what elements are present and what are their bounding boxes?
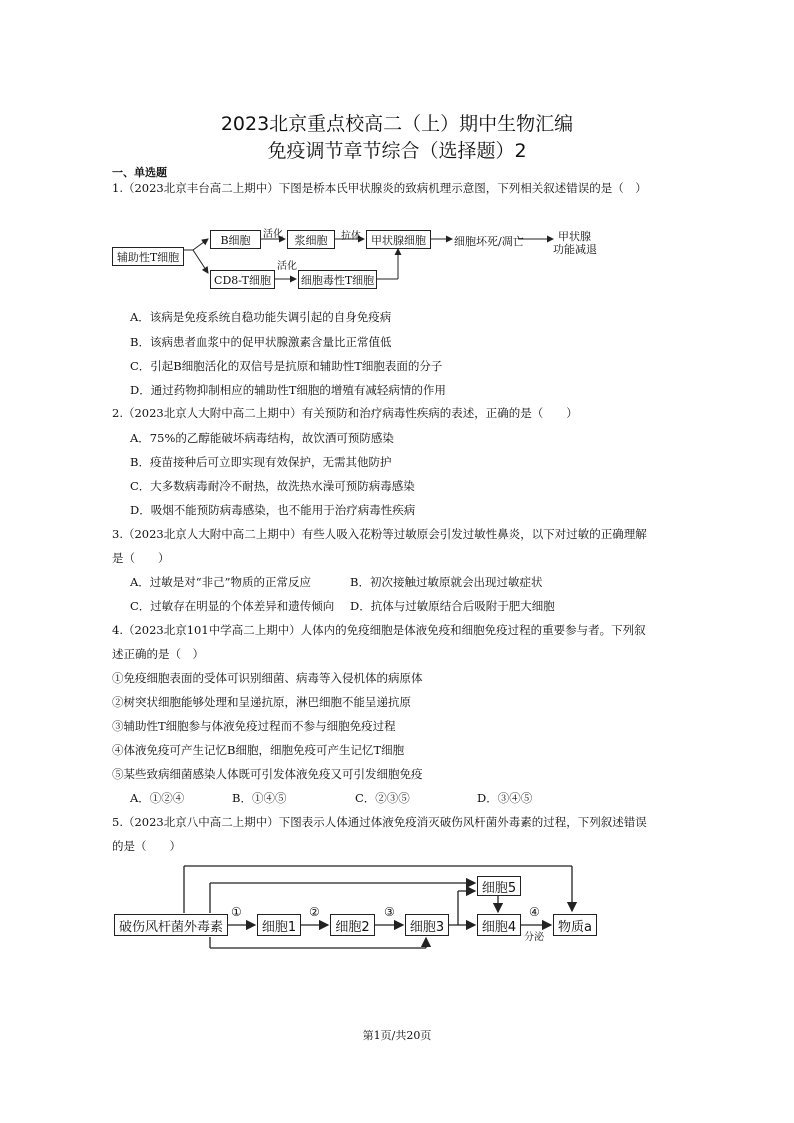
document-subtitle: 免疫调节章节综合（选择题）2 [267, 140, 527, 162]
thyroid-result-line2: 功能减退 [553, 243, 597, 256]
cell-2-box: 细胞2 [330, 914, 375, 936]
thyroid-cell-box: 甲状腺细胞 [366, 230, 431, 249]
question-1-option-a: A．该病是免疫系统自稳功能失调引起的自身免疫病 [130, 310, 392, 324]
cell-3-box: 细胞3 [405, 914, 449, 936]
substance-a-box: 物质a [553, 914, 597, 936]
question-5-stem-line2: 的是（ ） [112, 839, 181, 853]
question-2-option-a: A．75%的乙醇能破坏病毒结构，故饮酒可预防感染 [130, 431, 394, 445]
toxin-box: 破伤风杆菌外毒素 [114, 914, 228, 936]
question-2-stem: 2.（2023北京人大附中高二上期中）有关预防和治疗病毒性疾病的表述，正确的是（ ） [112, 406, 578, 420]
step-1-label: ① [231, 905, 242, 919]
plasma-cell-box: 浆细胞 [287, 230, 335, 249]
question-4-stem-line2: 述正确的是（ ） [112, 647, 204, 661]
question-4-statement-5: ⑤某些致病细菌感染人体既可引发体液免疫又可引发细胞免疫 [112, 767, 423, 781]
step-4-label: ④ [529, 905, 540, 919]
page-number: 第1页/共20页 [362, 1029, 432, 1042]
question-2-option-b: B．疫苗接种后可立即实现有效保护，无需其他防护 [130, 455, 392, 469]
question-3-option-d: D．抗体与过敏原结合后吸附于肥大细胞 [350, 599, 555, 613]
question-4-option-d: D．③④⑤ [477, 791, 533, 805]
question-4-option-c: C．②③⑤ [355, 791, 410, 805]
cytotoxic-t-cell-box: 细胞毒性T细胞 [298, 270, 377, 289]
question-4-option-b: B．①④⑤ [232, 791, 287, 805]
cell-4-box: 细胞4 [477, 914, 521, 936]
question-4-statement-1: ①免疫细胞表面的受体可识别细菌、病毒等入侵机体的病原体 [112, 671, 423, 685]
question-4-statement-2: ②树突状细胞能够处理和呈递抗原，淋巴细胞不能呈递抗原 [112, 695, 411, 709]
cell-5-box: 细胞5 [477, 876, 521, 896]
question-4-statement-4: ④体液免疫可产生记忆B细胞，细胞免疫可产生记忆T细胞 [112, 743, 405, 757]
thyroid-result-line1: 甲状腺 [558, 230, 591, 243]
question-4-option-a: A．①②④ [130, 791, 185, 805]
question-3-option-c: C．过敏存在明显的个体差异和遗传倾向 [130, 599, 335, 613]
question-3-option-a: A．过敏是对“非己”物质的正常反应 [130, 575, 312, 589]
secrete-label: 分泌 [524, 932, 544, 943]
question-5-stem-line1: 5.（2023北京八中高二上期中）下图表示人体通过体液免疫消灭破伤风杆菌外毒素的过程，下列叙述错误 [112, 815, 647, 829]
step-3-label: ③ [384, 905, 395, 919]
antibody-label: 抗体 [341, 231, 361, 242]
question-1-option-c: C．引起B细胞活化的双信号是抗原和辅助性T细胞表面的分子 [130, 359, 443, 373]
question-3-stem-line1: 3.（2023北京人大附中高二上期中）有些人吸入花粉等过敏原会引发过敏性鼻炎，以下对过敏的正确理解 [112, 527, 647, 541]
question-2-option-d: D．吸烟不能预防病毒感染，也不能用于治疗病毒性疾病 [130, 503, 416, 517]
cd8-cell-box: CD8-T细胞 [210, 270, 275, 289]
activate-label-2: 活化 [277, 261, 297, 272]
question-1-option-d: D．通过药物抑制相应的辅助性T细胞的增殖有减轻病情的作用 [130, 383, 446, 397]
section-heading: 一、单选题 [112, 166, 167, 179]
b-cell-box: B细胞 [210, 230, 261, 249]
question-2-option-c: C．大多数病毒耐冷不耐热，故洗热水澡可预防病毒感染 [130, 479, 415, 493]
cell-1-box: 细胞1 [257, 914, 301, 936]
question-3-option-b: B．初次接触过敏原就会出现过敏症状 [350, 575, 543, 589]
document-title: 2023北京重点校高二（上）期中生物汇编 [220, 113, 574, 135]
question-3-stem-line2: 是（ ） [112, 551, 170, 565]
th-cell-box: 辅助性T细胞 [112, 247, 184, 266]
question-4-stem-line1: 4.（2023北京101中学高二上期中）人体内的免疫细胞是体液免疫和细胞免疫过程的重要参与者。下列叙 [112, 623, 646, 637]
question-1-option-b: B．该病患者血浆中的促甲状腺激素含量比正常值低 [130, 335, 392, 349]
activate-label-1: 活化 [263, 229, 283, 240]
cell-damage-label: 细胞坏死/凋亡 [454, 235, 524, 248]
step-2-label: ② [309, 905, 320, 919]
question-1-stem: 1.（2023北京丰台高二上期中）下图是桥本氏甲状腺炎的致病机理示意图，下列相关叙述错误的是（ ） [112, 181, 647, 195]
question-4-statement-3: ③辅助性T细胞参与体液免疫过程而不参与细胞免疫过程 [112, 719, 396, 733]
